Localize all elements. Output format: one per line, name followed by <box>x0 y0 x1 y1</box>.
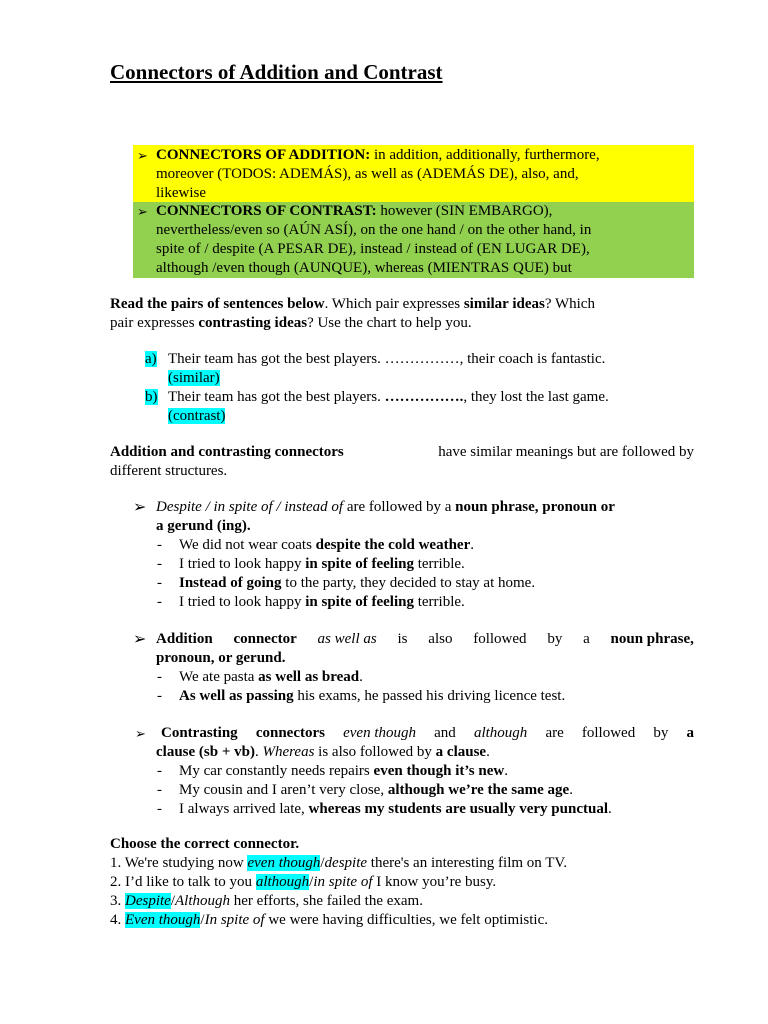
dash-bullet: - <box>157 669 162 685</box>
dash-bullet: - <box>157 556 162 572</box>
rule1-line-2: a gerund (ing). <box>156 518 251 534</box>
arrow-bullet-icon: ➢ <box>135 726 146 741</box>
exercise-item: 4. Even though/In spite of we were having difficulties, we felt optimistic. <box>110 912 548 928</box>
rule3-line-2: clause (sb + vb). Whereas is also followed by a clause. <box>156 744 490 760</box>
contrast-box <box>133 202 694 278</box>
addition-line-1: CONNECTORS OF ADDITION: in addition, additionally, furthermore, <box>156 147 600 163</box>
exercise-item: 1. We're studying now even though/despite there's an interesting film on TV. <box>110 855 568 871</box>
rule1-line-1: Despite / in spite of / instead of are followed by a noun phrase, pronoun or <box>156 499 615 515</box>
intro-line-1: Read the pairs of sentences below. Which pair expresses similar ideas? Which <box>110 296 595 312</box>
pair-b-tag: (contrast) <box>168 408 226 424</box>
structure-para-line-2: different structures. <box>110 463 228 479</box>
rule3-example: I always arrived late, whereas my students are usually very punctual. <box>179 801 612 817</box>
addition-box <box>133 145 694 202</box>
exercise-item: 2. I’d like to talk to you although/in spite of I know you’re busy. <box>110 874 497 890</box>
rule3-line-1: Contrasting connectors even though and although are followed by a <box>161 725 694 741</box>
pair-a-tag: (similar) <box>168 370 220 386</box>
dash-bullet: - <box>157 763 162 779</box>
rule3-example: My car constantly needs repairs even though it’s new. <box>179 763 508 779</box>
rule1-example: Instead of going to the party, they decided to stay at home. <box>179 575 536 591</box>
exercise-item: 3. Despite/Although her efforts, she failed the exam. <box>110 893 423 909</box>
structure-para-line-1: Addition and contrasting connectors have similar meanings but are followed by <box>110 444 694 460</box>
addition-line-2: moreover (TODOS: ADEMÁS), as well as (ADEMÁS DE), also, and, <box>156 166 579 182</box>
pair-letter-a: a) <box>145 351 157 367</box>
rule3-example: My cousin and I aren’t very close, although we’re the same age. <box>179 782 573 798</box>
page-title: Connectors of Addition and Contrast <box>110 60 443 84</box>
pair-letter-b: b) <box>145 389 158 405</box>
contrast-line-3: spite of / despite (A PESAR DE), instead / instead of (EN LUGAR DE), <box>156 241 590 257</box>
dash-bullet: - <box>157 594 162 610</box>
dash-bullet: - <box>157 688 162 704</box>
rule2-line-2: pronoun, or gerund. <box>156 650 286 666</box>
dash-bullet: - <box>157 801 162 817</box>
intro-line-2: pair expresses contrasting ideas? Use the chart to help you. <box>110 315 472 331</box>
arrow-bullet-icon: ➢ <box>137 148 148 163</box>
pair-b-text: Their team has got the best players. ……………., they lost the last game. <box>168 389 609 405</box>
dash-bullet: - <box>157 575 162 591</box>
rule2-example: As well as passing his exams, he passed his driving licence test. <box>179 688 566 704</box>
rule1-example: I tried to look happy in spite of feeling terrible. <box>179 556 465 572</box>
exercise-title: Choose the correct connector. <box>110 836 300 852</box>
contrast-line-4: although /even though (AUNQUE), whereas (MIENTRAS QUE) but <box>156 260 572 276</box>
contrast-line-2: nevertheless/even so (AÚN ASÍ), on the one hand / on the other hand, in <box>156 222 592 238</box>
rule2-example: We ate pasta as well as bread. <box>179 669 363 685</box>
pair-a-text: Their team has got the best players. ……………, their coach is fantastic. <box>168 351 606 367</box>
arrow-bullet-icon: ➢ <box>133 499 147 516</box>
dash-bullet: - <box>157 782 162 798</box>
rule1-example: I tried to look happy in spite of feeling terrible. <box>179 594 465 610</box>
addition-line-3: likewise <box>156 185 206 201</box>
rule1-example: We did not wear coats despite the cold weather. <box>179 537 474 553</box>
contrast-line-1: CONNECTORS OF CONTRAST: however (SIN EMBARGO), <box>156 203 553 219</box>
arrow-bullet-icon: ➢ <box>133 631 147 648</box>
arrow-bullet-icon: ➢ <box>137 204 148 219</box>
rule2-line-1: Addition connector as well as is also followed by a noun phrase, <box>156 631 694 647</box>
dash-bullet: - <box>157 537 162 553</box>
